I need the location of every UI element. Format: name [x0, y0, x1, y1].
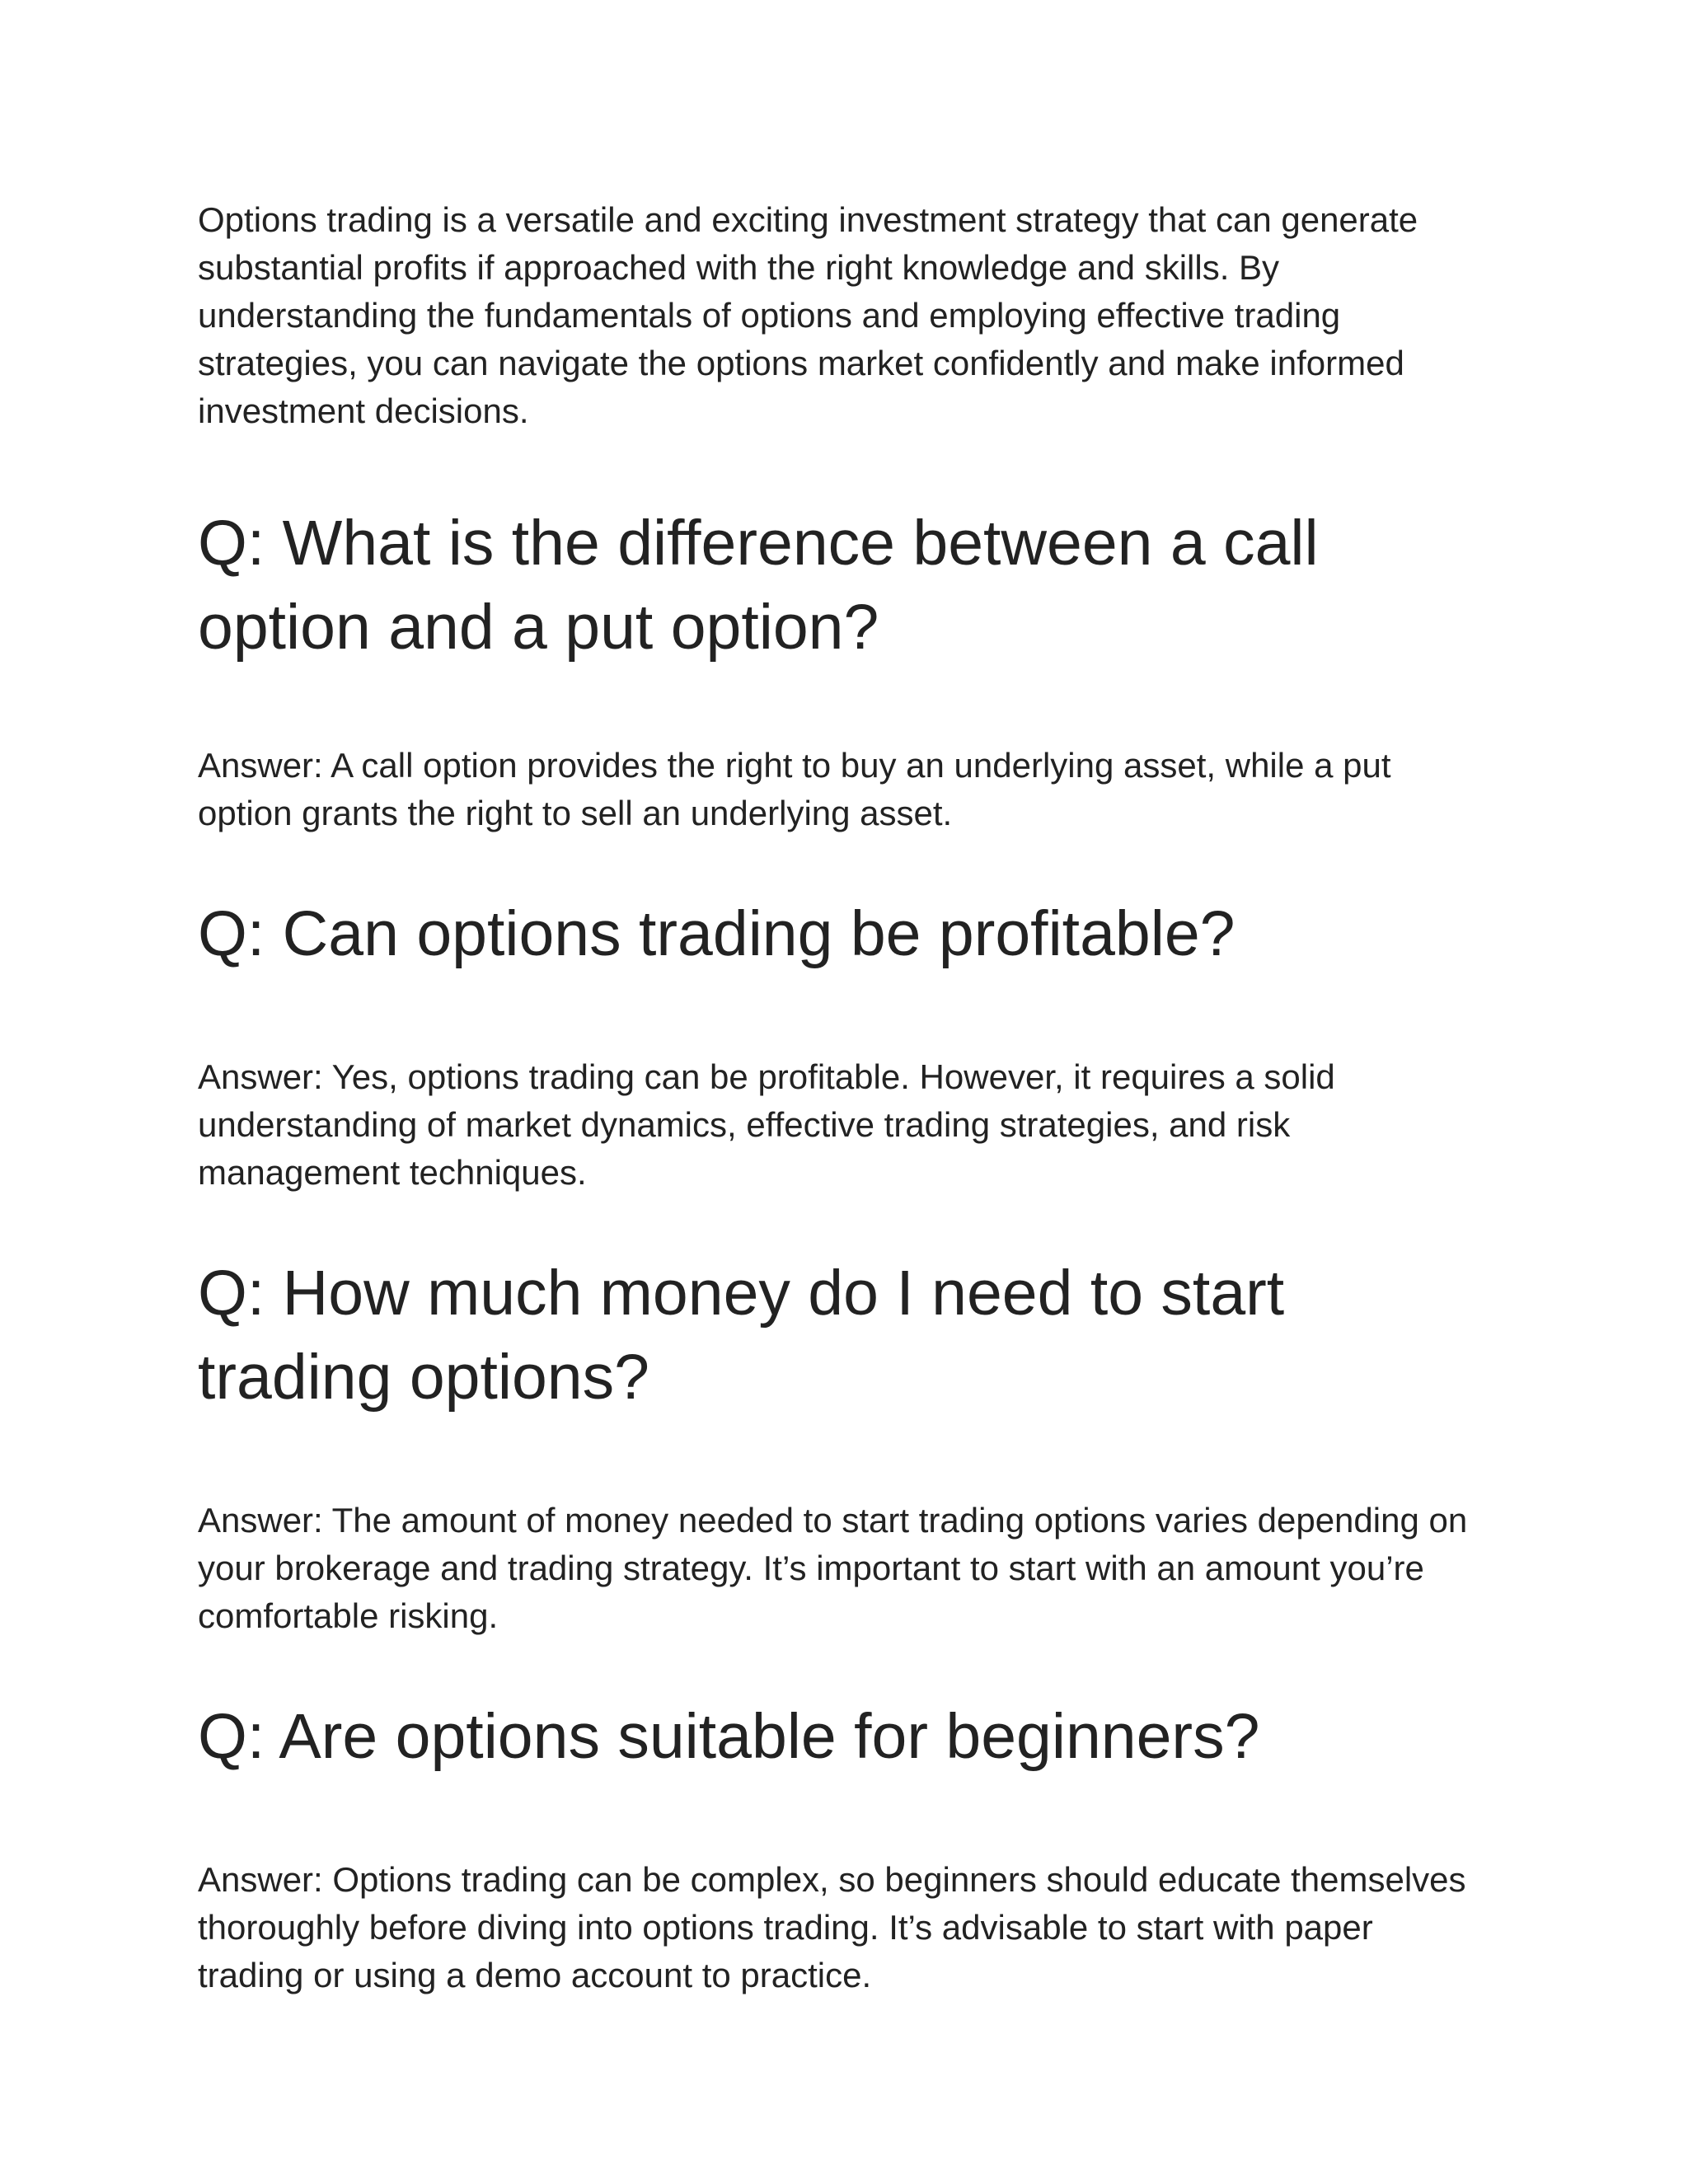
intro-paragraph: Options trading is a versatile and exciting investment strategy that can generate substantial profits if approached with the right knowledge and skills. By understanding the fundamentals of options and employing effective trading strategies, you can navigate the options market confidently and make informed investment decisions. [198, 200, 1418, 430]
faq-answer-4: Answer: Options trading can be complex, so beginners should educate themselves thoroughly before diving into options trading. It’s advisable to start with paper trading or using a demo account to practice. [198, 1860, 1466, 1994]
faq-answer-3: Answer: The amount of money needed to start trading options varies depending on your brokerage and trading strategy. It’s important to start with an amount you’re comfortable risking. [198, 1501, 1468, 1635]
faq-answer-2: Answer: Yes, options trading can be profitable. However, it requires a solid understanding of market dynamics, effective trading strategies, and risk management techniques. [198, 1057, 1335, 1192]
faq-question-1: Q: What is the difference between a call option and a put option? [198, 508, 1319, 663]
faq-question-4: Q: Are options suitable for beginners? [198, 1701, 1260, 1772]
faq-question-2: Q: Can options trading be profitable? [198, 898, 1236, 969]
faq-question-3: Q: How much money do I need to start trading options? [198, 1258, 1285, 1413]
document-page [198, 196, 1484, 1999]
faq-answer-1: Answer: A call option provides the right to buy an underlying asset, while a put option grants the right to sell an underlying asset. [198, 746, 1391, 832]
